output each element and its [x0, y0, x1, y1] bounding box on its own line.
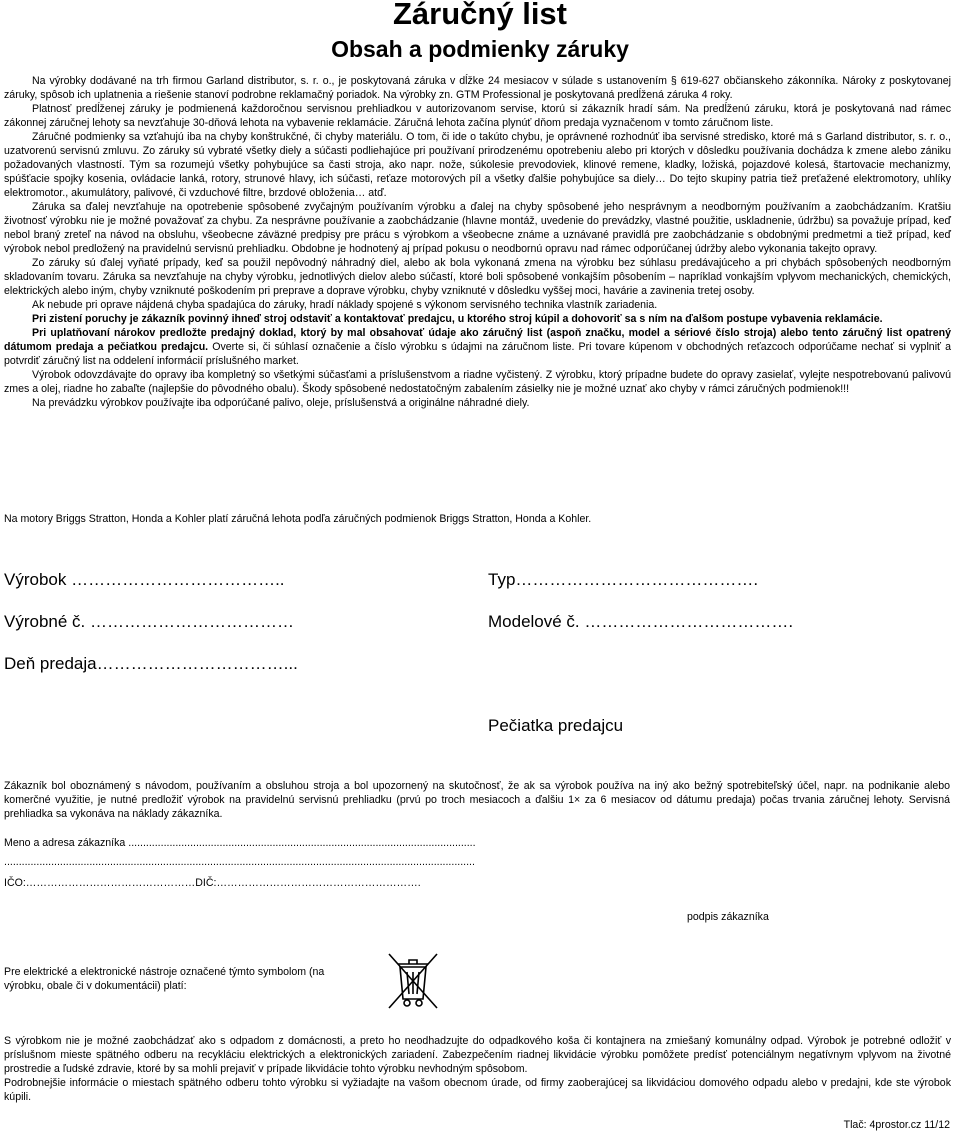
date-of-sale-field[interactable]: Deň predaja……………………………... [4, 654, 298, 673]
customer-signature-label: podpis zákazníka [687, 911, 769, 923]
regular-text: Overte si, či súhlasí označenie a číslo výrobku s údajmi na záručnom liste. Pri tovare kúpenom v obchodných reťazcoch odporúčame nechať si vyplniť a potvrdiť záručný list na oddelení informácií príslušného market. [4, 341, 951, 367]
paragraph-mixed [4, 326, 951, 368]
paragraph: S výrobkom nie je možné zaobchádzať ako s odpadom z domácnosti, a preto ho neodhadzujte do odpadkového koša či kontajnera na zmiešaný komunálny odpad. Výrobok je potrebné odložiť v príslušnom mieste spätného odberu na recykláciu elektrických a elektronických zariadení. Zabezpečením riadnej likvidácie výrobku pomôžete predísť potenciálnym negatívnym vplyvom na životné prostredie a ľudské zdravie, ktoré by sa mohli prejaviť v prípade likvidácie tohto výrobku nevhodným spôsobom. [4, 1035, 951, 1075]
weee-notice: Pre elektrické a elektronické nástroje označené týmto symbolom (na výrobku, obale či v dokumentácii) platí: [4, 966, 325, 992]
warranty-terms [4, 74, 951, 410]
bold-text: Pri zistení poruchy je zákazník povinný ihneď stroj odstaviť a kontaktovať predajcu, u ktorého stroj kúpil a dohovoriť sa s ním na ďalšom postupe vybavenia reklamácie. [32, 313, 883, 325]
paragraph: Platnosť predĺženej záruky je podmienená každoročnou servisnou prehliadkou v autorizovanom servise, ktorú si zákazník hradí sám. Na predĺženú záruku, ktorá je poskytovaná nad rámec zákonnej záručnej lehoty sa nevzťahuje 30-dňová lehota na vybavenie reklamácie. Záručná lehota začína plynúť dňom predaja vyznačenom v tomto záručnom liste. [4, 103, 951, 129]
paragraph: Záručné podmienky sa vzťahujú iba na chyby konštrukčné, či chyby materiálu. O tom, či ide o takúto chybu, je oprávnené rozhodnúť iba servisné stredisko, ktoré má s Garland distributor, s. r. o., uzatvorenú servisnú zmluvu. Zo záruky sú vybraté všetky diely a súčasti podliehajúce pri používaní prirodzenému opotrebeniu alebo pri ktorých v dôsledku používania dochádza k zmene alebo zániku požadovaných vlastností. Tým sa rozumejú všetky pohybujúce sa časti stroja, ako napr. nože, súkolesie prevodoviek, klinové remene, kladky, ložiská, pojazdové kolesá, štartovacie mechanizmy, spúšťacie spojky kosenia, ovládacie lanká, rotory, strunové hlavy, ich súčasti, reťaze motorových píl a všetky ďalšie pohybujúce sa diely… Do tejto skupiny patria tiež preťažené elektromotory, uhlíky elektromotor., akumulátory, palivové, či vzduchové filtre, brzdové obloženia… atď. [4, 131, 951, 199]
customer-address-line[interactable]: ................................................................................................................................................................ [4, 856, 475, 868]
model-number-field[interactable]: Modelové č. ………………………………. [488, 612, 794, 631]
product-field[interactable]: Výrobok ……………………………….. [4, 570, 285, 589]
paragraph: Na prevádzku výrobkov používajte iba odporúčané palivo, oleje, príslušenstvá a originálne náhradné diely. [32, 397, 530, 409]
paragraph: Podrobnejšie informácie o miestach spätného odberu tohto výrobku si vyžiadajte na vašom obecnom úrade, od firmy zaoberajúcej sa likvidáciou domového odpadu alebo v predajni, kde ste výrobok kúpili. [4, 1077, 951, 1103]
customer-notice: Zákazník bol oboznámený s návodom, používaním a obsluhou stroja a bol upozornený na skutočnosť, že ak sa výrobok používa na iný ako bežný spotrebiteľský účel, napr. na podnikanie alebo komerčné využitie, je nutné predložiť výrobok na pravidelnú servisnú prehliadku (prvú po troch mesiacoch a ďalšiu 1× za 6 mesiacov od dátumu predaja) počas trvania záručnej lehoty. Servisná prehliadka sa vykonáva na náklady zákazníka. [4, 780, 950, 820]
crossed-out-wheeled-bin-icon [385, 950, 441, 1010]
paragraph: Ak nebude pri oprave nájdená chyba spadajúca do záruky, hradí náklady spojené s výkonom servisného technika vlastník zariadenia. [32, 299, 658, 311]
type-field[interactable]: Typ……………………………………. [488, 570, 759, 589]
engine-warranty-note: Na motory Briggs Stratton, Honda a Kohler platí záručná lehota podľa záručných podmienok Briggs Stratton, Honda a Kohler. [4, 513, 592, 525]
print-footer: Tlač: 4prostor.cz 11/12 [843, 1119, 950, 1131]
paragraph: Záruka sa ďalej nevzťahuje na opotrebenie spôsobené zvyčajným používaním výrobku a ďalej na chyby spôsobené jeho nesprávnym a neodborným používaním a zaobchádzaním. Kratšiu životnosť výrobku nie je možné považovať za chybu. Za nesprávne používanie a zaobchádzanie (hlavne montáž, uvedenie do prevádzky, vlastné použitie, uskladnenie, údržbu) sa považuje prípad, keď nebol braný zreteľ na návod na obsluhu, všeobecne záväzné predpisy pre prácu s výrobkom a všeobecne známe a uznávané pravidlá pre zaobchádzanie s obdobnými predmetmi a tiež prípad, keď výrobok nebol predložený na pravidelnú servisnú prehliadku. Obdobne je hodnotený aj prípad pokusu o neodbornú opravu nad rámec odporúčanej údržby alebo vykonania takejto opravy. [4, 201, 951, 255]
serial-number-field[interactable]: Výrobné č. ……………………………… [4, 612, 294, 631]
paragraph: Výrobok odovzdávajte do opravy iba kompletný so všetkými súčasťami a príslušenstvom a riadne vyčistený. Z výrobku, ktorý prípadne budete do opravy zasielať, vylejte nespotrebovanú palivovú zmes a olej, riadne ho zabaľte (najlepšie do pôvodného obalu). Škody spôsobené nedostatočným zabalením zásielky nie je možné uznať ako chyby v rámci záručných podmienok!!! [4, 369, 951, 395]
customer-name-address-field[interactable]: Meno a adresa zákazníka ...................................................................................................................... [4, 837, 476, 849]
seller-stamp-label: Pečiatka predajcu [488, 716, 624, 735]
document-subtitle: Obsah a podmienky záruky [331, 36, 629, 62]
ico-dic-field[interactable]: IČO:…………………………………………DIČ:…………………………………………………. [4, 877, 421, 889]
paragraph: Zo záruky sú ďalej vyňaté prípady, keď sa použil nepôvodný náhradný diel, alebo ak bola vykonaná zmena na výrobku bez súhlasu predávajúceho a pri chybách spôsobených neodborným skladovaním tovaru. Záruka sa nevzťahuje na chyby výrobku, jednotlivých dielov alebo súčastí, ktoré boli spôsobené vonkajším pôsobením – napríklad vonkajším vplyvom mechanických, chemických, elektrických alebo iným, chyby vzniknuté poškodením pri preprave a doprave výrobku, chyby vzniknuté v dôsledku vyššej moci, havárie a zavinenia tretej osoby. [4, 257, 951, 297]
paragraph-bold [4, 312, 951, 326]
document-title: Záručný list [393, 0, 567, 31]
disposal-info [4, 1034, 951, 1104]
paragraph: Na výrobky dodávané na trh firmou Garland distributor, s. r. o., je poskytovaná záruka v dĺžke 24 mesiacov v súlade s ustanovením § 619-627 občianskeho zákonníka. Nároky z poskytovanej záruky, spôsob ich uplatnenia a riešenie stanoví podrobne reklamačný poriadok. Na výrobky zn. GTM Professional je poskytovaná predĺžená záruka 4 roky. [4, 75, 951, 101]
bold-text: Pri uplatňovaní nárokov predložte predajný doklad, ktorý by mal obsahovať údaje ako záručný list (aspoň značku, model a sériové číslo stroja) alebo tento záručný list opatrený dátumom predaja a pečiatkou predajcu. [4, 327, 951, 353]
